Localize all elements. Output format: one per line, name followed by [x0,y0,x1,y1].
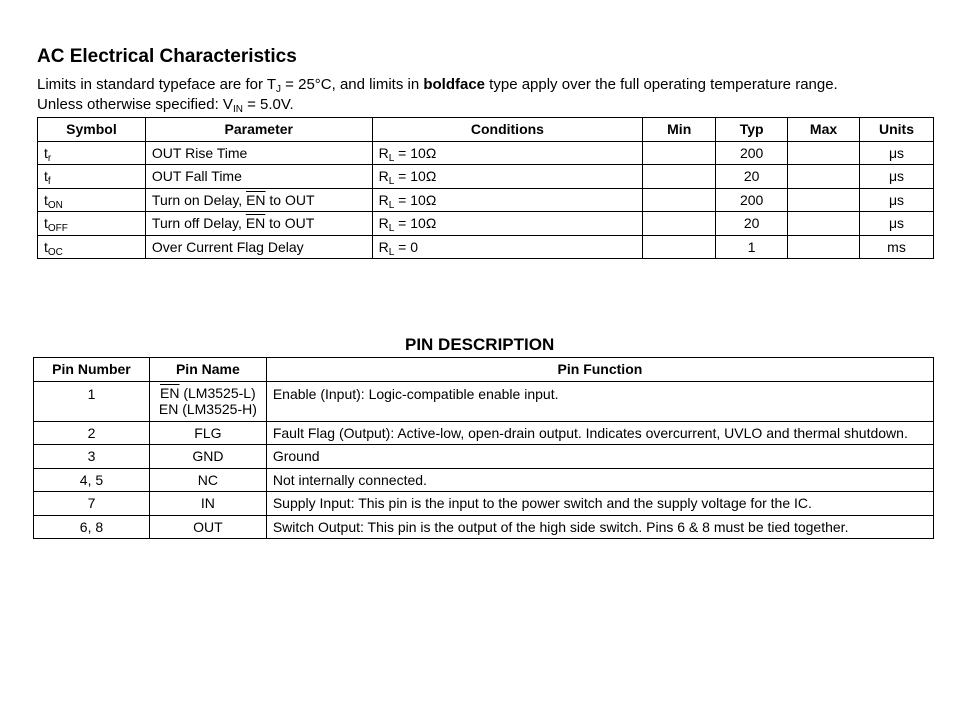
max-cell [788,235,860,259]
pin-name-cell: GND [149,445,266,469]
symbol-text: t [44,238,48,255]
table-row [34,468,934,492]
typ-cell: 20 [716,212,788,236]
header-pin-number: Pin Number [34,358,150,382]
pin-name-en-bar: $\overline{EN}$ [160,385,180,401]
pin-description-table [33,357,934,539]
pin-number-cell: 7 [34,492,150,516]
cond-subscript: L [388,176,395,188]
conditions-cell [372,165,643,189]
max-cell [788,212,860,236]
symbol-cell [38,141,146,165]
symbol-subscript: ON [47,199,63,211]
pin-name-line: EN (LM3525-H) [158,401,257,417]
symbol-subscript: f [47,176,51,188]
pin-function-cell: Fault Flag (Output): Active-low, open-drain output. Indicates overcurrent, UVLO and thermal shutdown. [266,421,933,445]
units-cell: μs [860,188,934,212]
parameter-text: OUT Rise Time [151,144,248,161]
pin-function-cell: Enable (Input): Logic-compatible enable input. [266,381,933,421]
min-cell [643,212,716,236]
cond-value: = 10Ω [394,144,437,161]
min-cell [643,235,716,259]
table-header-row [34,358,934,382]
symbol-text: t [44,168,48,185]
parameter-cell [145,141,372,165]
pin-name-cell: IN [149,492,266,516]
note-text: = 5.0V. [242,96,294,113]
cond-text: R [378,191,389,208]
header-conditions: Conditions [372,118,643,142]
tj-subscript: J [276,84,282,95]
header-pin-name: Pin Name [149,358,266,382]
pin-number-cell: 4, 5 [34,468,150,492]
parameter-text: Over Current Flag Delay [151,238,304,255]
min-cell [643,188,716,212]
table-row [34,445,934,469]
parameter-text: Turn off Delay, [151,215,246,232]
table-row [38,188,934,212]
parameter-cell [145,188,372,212]
header-typ: Typ [716,118,788,142]
note-text: = 25°C, and limits in [281,76,424,93]
symbol-subscript: r [47,152,52,164]
typ-cell: 1 [716,235,788,259]
symbol-text: t [44,191,48,208]
conditions-cell [372,141,643,165]
typ-cell: 20 [716,165,788,189]
max-cell [788,188,860,212]
header-pin-function: Pin Function [266,358,933,382]
table-header-row [38,118,934,142]
parameter-text: to OUT [265,191,315,208]
pin-number-cell: 6, 8 [34,515,150,539]
parameter-cell [145,235,372,259]
pin-name-line [156,385,260,401]
cond-subscript: L [388,223,395,235]
symbol-subscript: OFF [47,223,68,235]
parameter-text: OUT Fall Time [151,168,242,185]
note-text: Limits in standard typeface are for T [37,76,277,93]
symbol-text: t [44,215,48,232]
parameter-text: to OUT [265,215,315,232]
symbol-text: t [44,144,48,161]
table-row [34,421,934,445]
pin-name-cell: FLG [149,421,266,445]
header-symbol: Symbol [38,118,146,142]
pin-number-cell: 2 [34,421,150,445]
table-row [38,235,934,259]
conditions-cell [372,235,643,259]
units-cell: μs [860,165,934,189]
symbol-cell [38,212,146,236]
symbol-cell [38,165,146,189]
typ-cell: 200 [716,141,788,165]
ac-heading: AC Electrical Characteristics [37,46,297,67]
cond-text: R [378,144,389,161]
note-bold: boldface [423,76,486,93]
min-cell [643,165,716,189]
parameter-en: $\overline{EN}$ [246,191,266,208]
cond-subscript: L [388,152,395,164]
cond-text: R [378,168,389,185]
conditions-cell [372,212,643,236]
min-cell [643,141,716,165]
conditions-cell [372,188,643,212]
ac-limits-note [37,76,838,93]
note-text: type apply over the full operating temperature range. [485,76,838,93]
ac-conditions-note [37,96,294,113]
cond-value: = 10Ω [394,191,437,208]
table-row [38,165,934,189]
header-min: Min [643,118,716,142]
pin-name-variant: (LM3525-L) [179,385,256,401]
symbol-subscript: OC [47,246,63,258]
parameter-cell [145,212,372,236]
pin-name-cell: OUT [149,515,266,539]
units-cell: μs [860,212,934,236]
table-row [34,381,934,421]
header-parameter: Parameter [145,118,372,142]
cond-subscript: L [388,199,395,211]
pin-function-cell: Not internally connected. [266,468,933,492]
header-max: Max [788,118,860,142]
units-cell: μs [860,141,934,165]
max-cell [788,141,860,165]
parameter-text: Turn on Delay, [151,191,247,208]
pin-description-title: PIN DESCRIPTION [405,335,555,354]
symbol-cell [38,235,146,259]
cond-value: = 10Ω [394,215,437,232]
max-cell [788,165,860,189]
header-units: Units [860,118,934,142]
pin-number-cell: 1 [34,381,150,421]
cond-value: = 0 [394,238,419,255]
pin-name-cell: NC [149,468,266,492]
pin-function-cell: Ground [266,445,933,469]
symbol-cell [38,188,146,212]
typ-cell: 200 [716,188,788,212]
cond-value: = 10Ω [394,168,437,185]
pin-function-cell: Switch Output: This pin is the output of the high side switch. Pins 6 & 8 must be tied together. [266,515,933,539]
ac-characteristics-table [37,117,934,259]
table-row [38,141,934,165]
cond-text: R [378,215,389,232]
parameter-cell [145,165,372,189]
pin-name-cell [149,381,266,421]
table-row [38,212,934,236]
cond-text: R [378,238,389,255]
note-text: Unless otherwise specified: V [37,96,233,113]
table-row [34,515,934,539]
cond-subscript: L [388,246,395,258]
vin-subscript: IN [232,104,243,115]
table-row [34,492,934,516]
parameter-en: $\overline{EN}$ [245,215,266,232]
pin-number-cell: 3 [34,445,150,469]
pin-function-cell: Supply Input: This pin is the input to the power switch and the supply voltage for the IC. [266,492,933,516]
units-cell: ms [860,235,934,259]
